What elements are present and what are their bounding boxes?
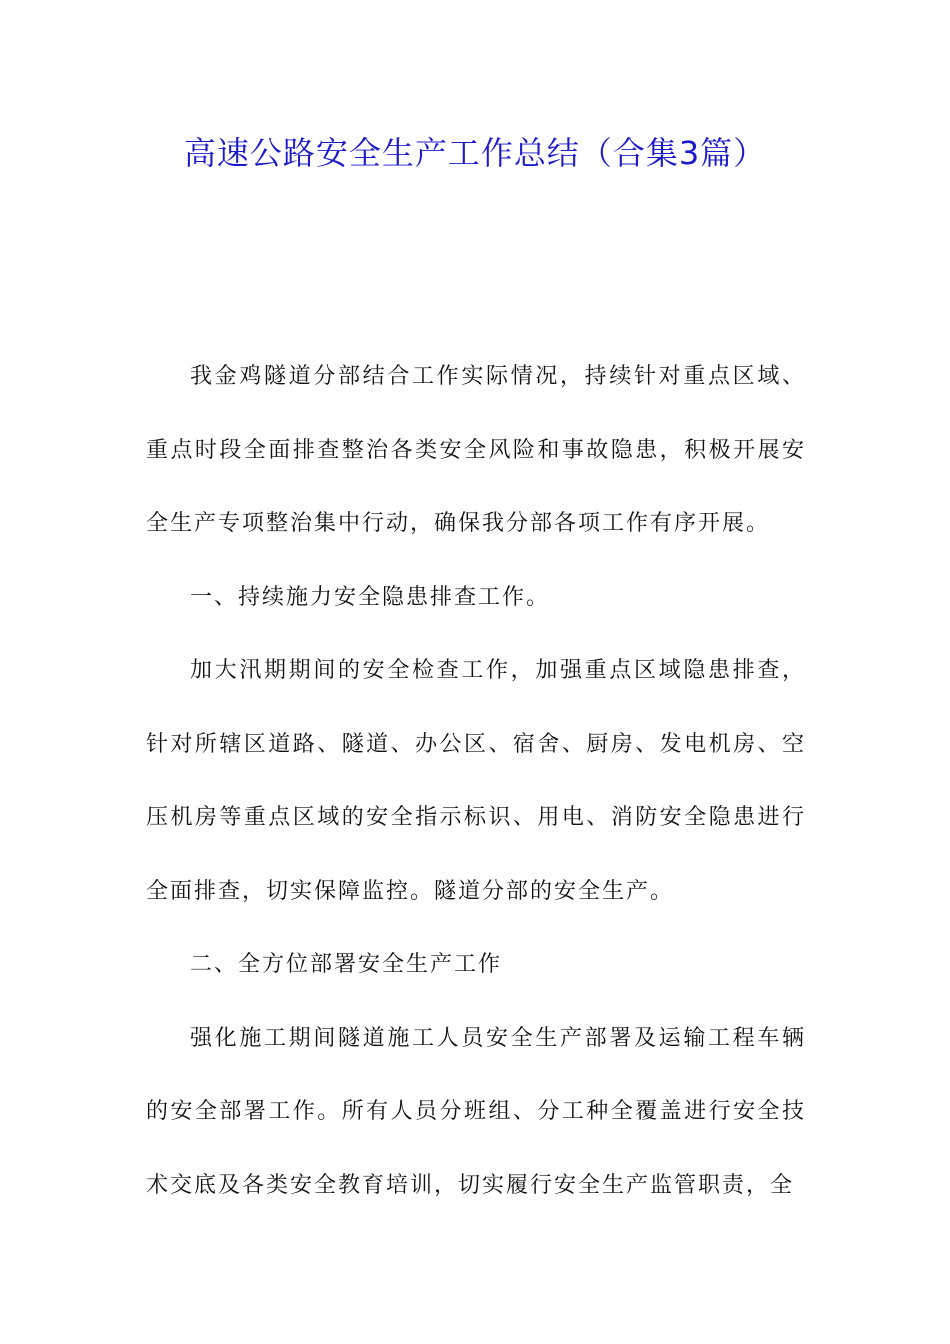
paragraph-intro: 我金鸡隧道分部结合工作实际情况，持续针对重点区域、重点时段全面排查整治各类安全风险和事故隐患，积极开展安全生产专项整治集中行动，确保我分部各项工作有序开展。 [146, 364, 806, 536]
paragraph-hazard-inspection: 加大汛期期间的安全检查工作，加强重点区域隐患排查，针对所辖区道路、隧道、办公区、宿舍、厨房、发电机房、空压机房等重点区域的安全指示标识、用电、消防安全隐患进行全面排查，切实保障监控。隧道分部的安全生产。 [146, 658, 806, 904]
document-title: 高速公路安全生产工作总结（合集3篇） [183, 134, 767, 172]
paragraph-safety-deployment: 强化施工期间隧道施工人员安全生产部署及运输工程车辆的安全部署工作。所有人员分班组、分工种全覆盖进行安全技术交底及各类安全教育培训，切实履行安全生产监管职责，全 [146, 1025, 806, 1198]
section-heading-1: 一、持续施力安全隐患排查工作。 [190, 584, 551, 610]
document-body [146, 340, 806, 1222]
section-heading-2: 二、全方位部署安全生产工作 [190, 952, 503, 977]
